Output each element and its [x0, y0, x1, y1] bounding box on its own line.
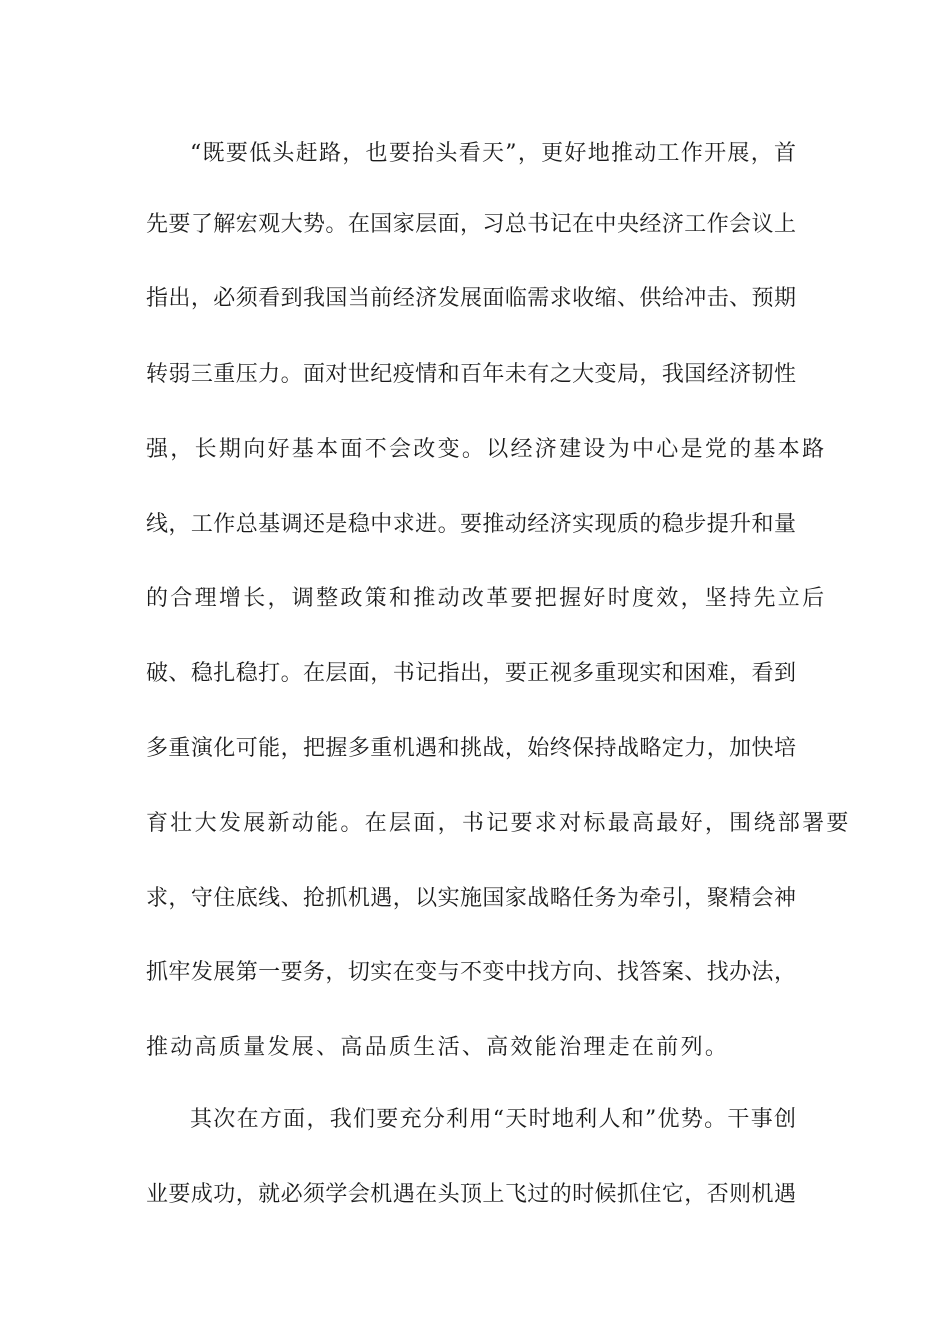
paragraph-1-line-10: 育壮大发展新动能。在层面，书记要求对标最高最好，围绕部署要	[146, 811, 851, 836]
paragraph-1-line-3: 指出，必须看到我国当前经济发展面临需求收缩、供给冲击、预期	[146, 286, 796, 311]
paragraph-1-line-13: 推动高质量发展、高品质生活、高效能治理走在前列。	[146, 1035, 730, 1060]
paragraph-1-line-7: 的合理增长，调整政策和推动改革要把握好时度效，坚持先立后	[146, 586, 827, 611]
paragraph-1-line-11: 求，守住底线、抢抓机遇，以实施国家战略任务为牵引，聚精会神	[146, 886, 796, 911]
paragraph-1-line-2: 先要了解宏观大势。在国家层面，习总书记在中央经济工作会议上	[146, 212, 796, 237]
paragraph-1-line-8: 破、稳扎稳打。在层面，书记指出，要正视多重现实和困难，看到	[146, 661, 796, 686]
paragraph-2-line-2: 业要成功，就必须学会机遇在头顶上飞过的时候抓住它，否则机遇	[146, 1182, 796, 1207]
paragraph-1-line-9: 多重演化可能，把握多重机遇和挑战，始终保持战略定力，加快培	[146, 736, 796, 761]
paragraph-1-line-12: 抓牢发展第一要务，切实在变与不变中找方向、找答案、找办法，	[146, 960, 796, 985]
paragraph-1-line-4: 转弱三重压力。面对世纪疫情和百年未有之大变局，我国经济韧性	[146, 362, 796, 387]
paragraph-2-line-1: 其次在方面，我们要充分利用“天时地利人和”优势。干事创	[190, 1107, 796, 1132]
paragraph-1-line-5: 强，长期向好基本面不会改变。以经济建设为中心是党的基本路	[146, 437, 827, 462]
paragraph-1-line-6: 线，工作总基调还是稳中求进。要推动经济实现质的稳步提升和量	[146, 512, 796, 537]
paragraph-1-line-1: “既要低头赶路，也要抬头看天”，更好地推动工作开展，首	[190, 141, 796, 166]
